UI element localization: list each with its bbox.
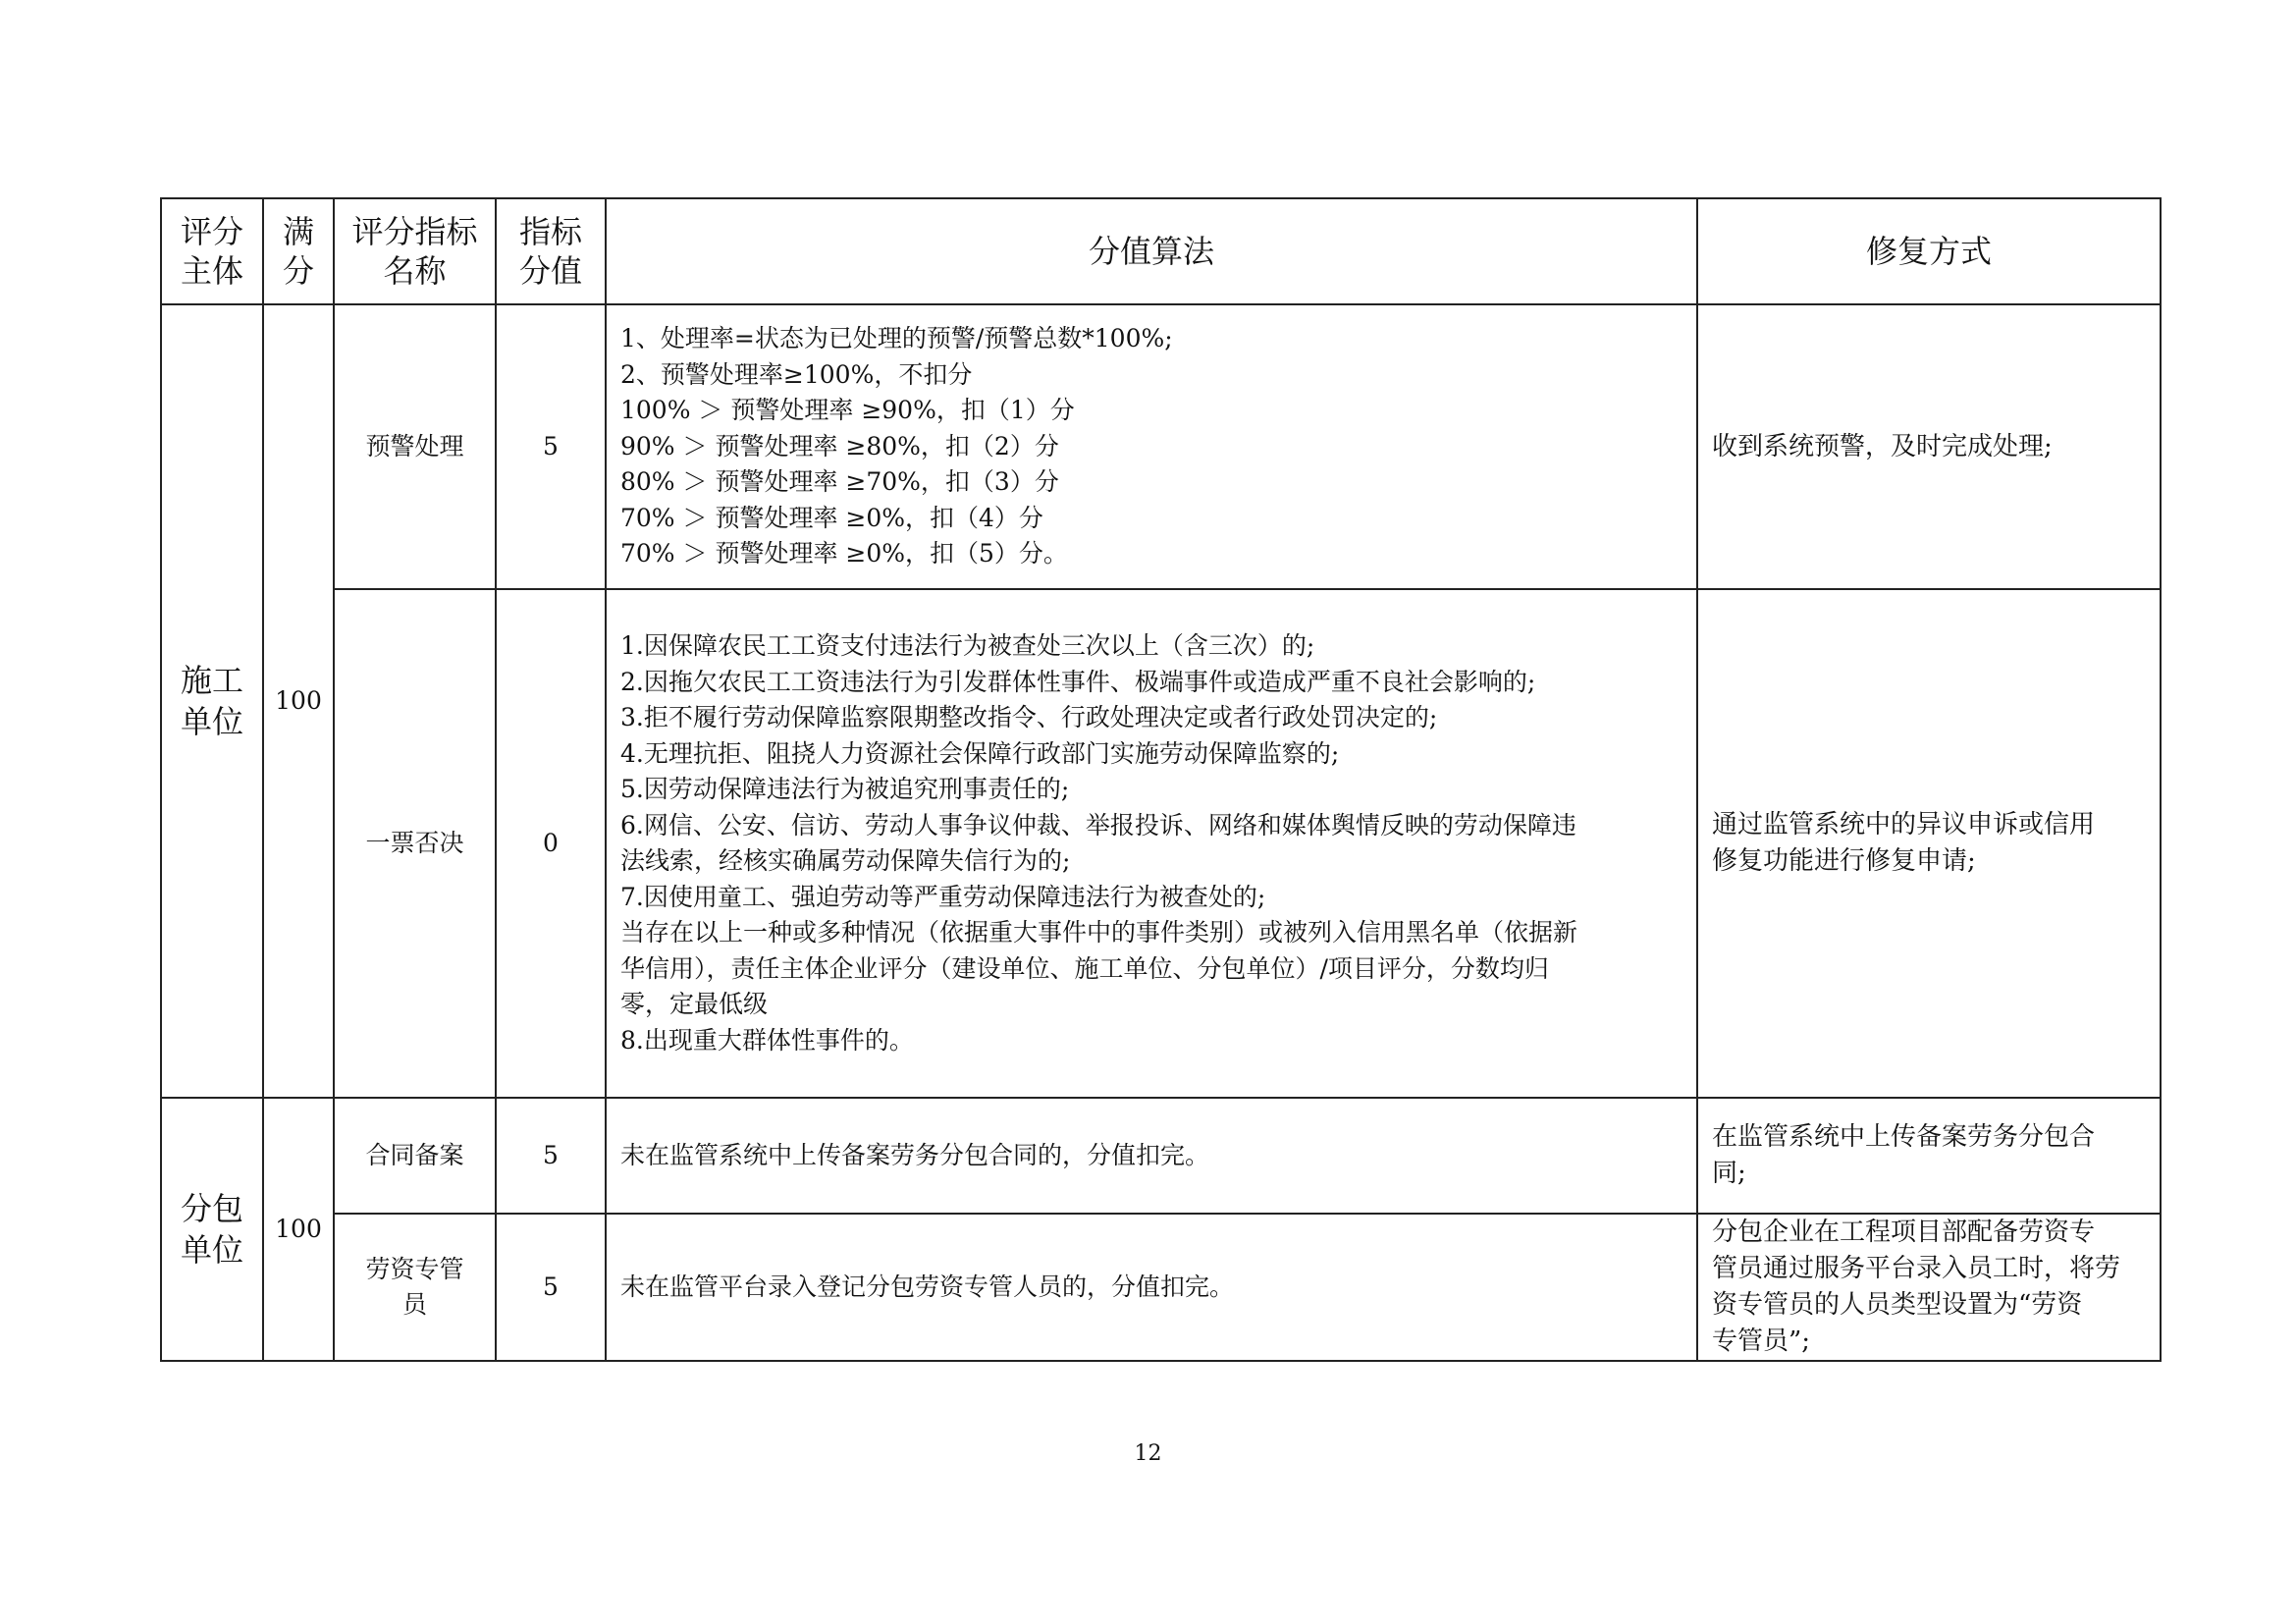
algorithm-cell-line: 未在监管平台录入登记分包劳资专管人员的，分值扣完。 [620, 1272, 1235, 1301]
repair-cell-line: 管员通过服务平台录入员工时，将劳 [1712, 1254, 2121, 1283]
indicator-score-cell: 5 [496, 1214, 606, 1361]
algorithm-cell-line: 100% ＞ 预警处理率 ≥90%，扣（1）分 [620, 396, 1075, 425]
indicator-score-cell: 0 [496, 589, 606, 1098]
repair-cell-line: 收到系统预警，及时完成处理; [1712, 431, 2053, 461]
indicator-name-cell-line: 合同备案 [365, 1141, 464, 1169]
repair-cell-line: 分包企业在工程项目部配备劳资专 [1712, 1218, 2096, 1247]
repair-cell-line: 在监管系统中上传备案劳务分包合 [1712, 1122, 2096, 1152]
header-full-score-line: 分 [282, 252, 314, 290]
header-subject-line: 主体 [180, 252, 243, 290]
indicator-name-cell-line: 劳资专管 [365, 1255, 464, 1283]
header-indicator-name [334, 198, 496, 304]
table-row [161, 589, 2161, 1098]
subject-cell-line: 单位 [180, 1231, 243, 1269]
repair-cell-line: 修复功能进行修复申请; [1712, 846, 1976, 876]
indicator-score-cell: 5 [496, 1098, 606, 1214]
header-repair: 修复方式 [1697, 198, 2161, 304]
header-algorithm: 分值算法 [606, 198, 1697, 304]
subject-cell [161, 304, 263, 1098]
subject-cell-line: 施工 [180, 662, 243, 699]
indicator-score-cell: 5 [496, 304, 606, 589]
algorithm-cell-line: 2、预警处理率≥100%，不扣分 [620, 359, 973, 389]
algorithm-cell-line: 80% ＞ 预警处理率 ≥70%，扣（3）分 [620, 467, 1059, 497]
indicator-name-cell [334, 1098, 496, 1214]
algorithm-cell [606, 1098, 1697, 1214]
header-subject [161, 198, 263, 304]
algorithm-cell-line: 90% ＞ 预警处理率 ≥80%，扣（2）分 [620, 431, 1059, 460]
table-row [161, 1214, 2161, 1361]
algorithm-cell-line: 华信用），责任主体企业评分（建设单位、施工单位、分包单位）/项目评分，分数均归 [620, 953, 1549, 983]
algorithm-cell-line: 8.出现重大群体性事件的。 [620, 1025, 914, 1055]
algorithm-cell-line: 7.因使用童工、强迫劳动等严重劳动保障违法行为被查处的; [620, 882, 1266, 911]
table-header-row [161, 198, 2161, 304]
header-indicator-score-line: 分值 [518, 252, 582, 290]
algorithm-cell-line: 未在监管系统中上传备案劳务分包合同的，分值扣完。 [620, 1140, 1210, 1169]
algorithm-cell [606, 589, 1697, 1098]
subject-cell-line: 分包 [180, 1190, 243, 1227]
repair-cell [1697, 1098, 2161, 1214]
algorithm-cell [606, 304, 1697, 589]
repair-cell-line: 通过监管系统中的异议申诉或信用 [1712, 810, 2096, 839]
indicator-name-cell-line: 一票否决 [365, 829, 464, 857]
algorithm-cell-line: 3.拒不履行劳动保障监察限期整改指令、行政处理决定或者行政处罚决定的; [620, 703, 1438, 731]
subject-cell [161, 1098, 263, 1361]
algorithm-cell-line: 1.因保障农民工工资支付违法行为被查处三次以上（含三次）的; [620, 631, 1315, 660]
header-full-score [263, 198, 334, 304]
scoring-table [160, 197, 2162, 1362]
indicator-name-cell-line: 员 [401, 1290, 427, 1319]
repair-cell [1697, 1214, 2161, 1361]
repair-cell-line: 同; [1712, 1159, 1746, 1188]
table-body [161, 304, 2161, 1361]
algorithm-cell-line: 70% ＞ 预警处理率 ≥0%，扣（5）分。 [620, 539, 1068, 568]
indicator-name-cell-line: 预警处理 [365, 432, 464, 460]
full-score-cell: 100 [263, 1098, 334, 1361]
table-row [161, 304, 2161, 589]
table-row [161, 1098, 2161, 1214]
algorithm-cell-line: 零，定最低级 [620, 990, 769, 1018]
indicator-name-cell [334, 589, 496, 1098]
header-full-score-line: 满 [282, 213, 314, 250]
header-indicator-score-line: 指标 [518, 213, 582, 250]
header-indicator-name-line: 评分指标 [351, 213, 478, 250]
algorithm-cell-line: 1、处理率=状态为已处理的预警/预警总数*100%; [620, 324, 1173, 353]
algorithm-cell-line: 2.因拖欠农民工工资违法行为引发群体性事件、极端事件或造成严重不良社会影响的; [620, 667, 1536, 696]
full-score-cell: 100 [263, 304, 334, 1098]
algorithm-cell-line: 6.网信、公安、信访、劳动人事争议仲裁、举报投诉、网络和媒体舆情反映的劳动保障违 [620, 810, 1576, 839]
repair-cell [1697, 304, 2161, 589]
algorithm-cell-line: 4.无理抗拒、阻挠人力资源社会保障行政部门实施劳动保障监察的; [620, 738, 1340, 768]
subject-cell-line: 单位 [180, 703, 243, 740]
repair-cell-line: 资专管员的人员类型设置为“劳资 [1712, 1290, 2083, 1320]
indicator-name-cell [334, 304, 496, 589]
repair-cell [1697, 589, 2161, 1098]
repair-cell-line: 专管员”; [1712, 1326, 1811, 1356]
indicator-name-cell [334, 1214, 496, 1361]
algorithm-cell-line: 当存在以上一种或多种情况（依据重大事件中的事件类别）或被列入信用黑名单（依据新 [620, 918, 1578, 947]
algorithm-cell-line: 70% ＞ 预警处理率 ≥0%，扣（4）分 [620, 503, 1043, 532]
algorithm-cell-line: 法线索，经核实确属劳动保障失信行为的; [620, 846, 1071, 875]
algorithm-cell [606, 1214, 1697, 1361]
page-number: 12 [1134, 1441, 1162, 1466]
algorithm-cell-line: 5.因劳动保障违法行为被追究刑事责任的; [620, 775, 1070, 803]
header-subject-line: 评分 [180, 213, 243, 250]
header-indicator-name-line: 名称 [383, 252, 447, 290]
header-indicator-score [496, 198, 606, 304]
